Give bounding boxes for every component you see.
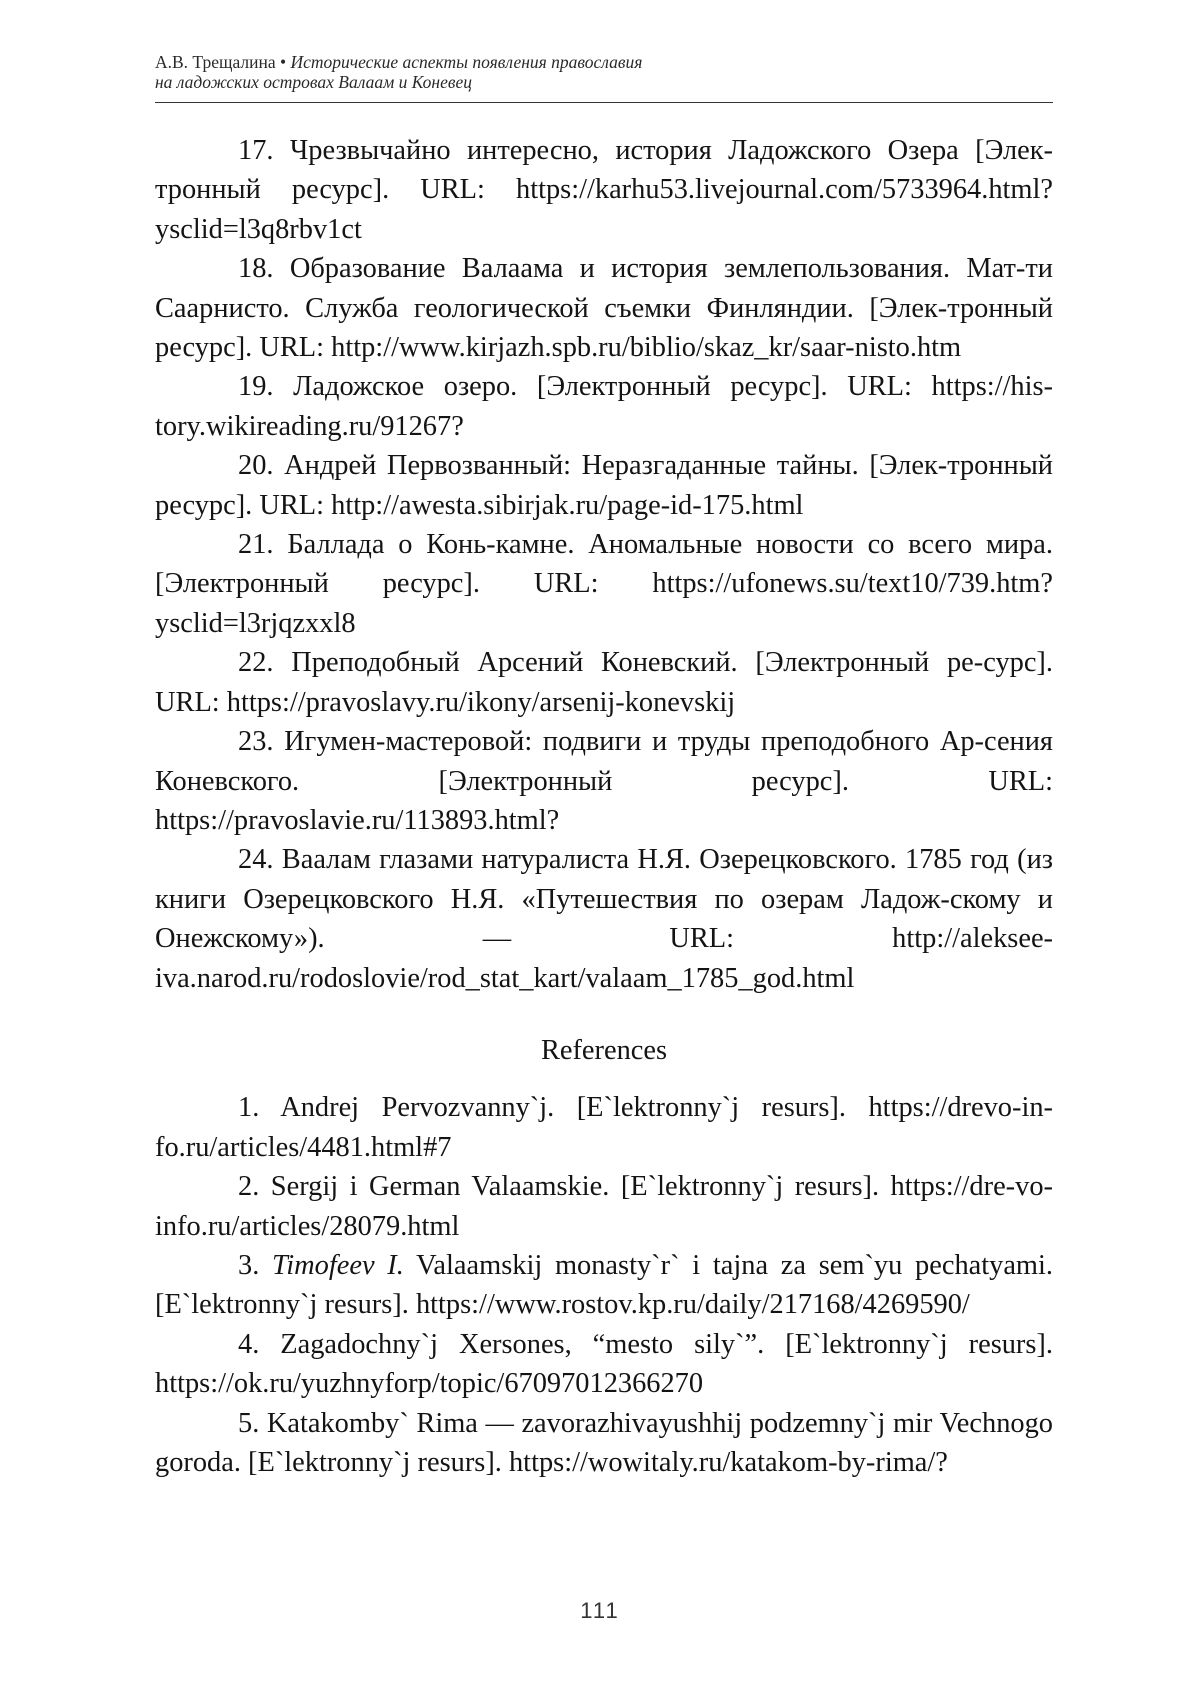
- header-separator: •: [280, 52, 286, 72]
- reference-text: Sergij i German Valaamskie. [E`lektronny`j resurs]. https://dre-vo-info.ru/articles/28079.html: [155, 1171, 1053, 1241]
- reference-text: Ладожское озеро. [Электронный ресурс]. URL: https://his-tory.wikireading.ru/91267?: [155, 371, 1053, 441]
- reference-text: Баллада о Конь-камне. Аномальные новости со всего мира. [Электронный ресурс]. URL: https://ufonews.su/text10/739.htm?ysclid=l3rjqzxxl8: [155, 529, 1053, 639]
- reference-text: Zagadochny`j Xersones, “mesto sily`”. [E`lektronny`j resurs]. https://ok.ru/yuzhnyforp/topic/67097012366270: [155, 1329, 1053, 1399]
- header-divider: [155, 102, 1053, 103]
- reference-number: 21.: [238, 529, 274, 560]
- reference-entry-23: [155, 722, 1053, 840]
- reference-number: 20.: [238, 450, 274, 481]
- reference-list: [155, 131, 1053, 1482]
- reference-entry-24: [155, 840, 1053, 998]
- reference-number: 5.: [238, 1408, 259, 1439]
- reference-number: 4.: [238, 1329, 259, 1360]
- reference-text: Образование Валаама и история землепользования. Мат-ти Саарнисто. Служба геологической съемки Финляндии. [Элек-тронный ресурс]. URL: http://www.kirjazh.spb.ru/biblio/skaz_kr/saar-nisto.htm: [155, 253, 1053, 363]
- header-author: А.В. Трещалина: [155, 52, 276, 72]
- reference-text: Katakomby` Rima — zavorazhivayushhij podzemny`j mir Vechnogo goroda. [E`lektronny`j resurs]. https://wowitaly.ru/katakom-by-rima/?: [155, 1408, 1053, 1478]
- reference-entry-en-5: [155, 1404, 1053, 1483]
- document-page: [0, 0, 1200, 1703]
- reference-number: 23.: [238, 726, 274, 757]
- references-heading: References: [155, 1031, 1053, 1070]
- reference-text: Преподобный Арсений Коневский. [Электронный ре-сурс]. URL: https://pravoslavy.ru/ikony/arsenij-konevskij: [155, 647, 1053, 717]
- reference-entry-en-3: [155, 1246, 1053, 1325]
- reference-number: 18.: [238, 253, 274, 284]
- reference-number: 3.: [238, 1250, 259, 1281]
- reference-number: 1.: [238, 1092, 259, 1123]
- reference-entry-21: [155, 525, 1053, 643]
- reference-entry-en-4: [155, 1325, 1053, 1404]
- reference-number: 2.: [238, 1171, 259, 1202]
- reference-text: Игумен-мастеровой: подвиги и труды преподобного Ар-сения Коневского. [Электронный ресурс]. URL: https://pravoslavie.ru/113893.html?: [155, 726, 1053, 836]
- header-title-line-1: Исторические аспекты появления православия: [291, 52, 643, 72]
- reference-text: Чрезвычайно интересно, история Ладожского Озера [Элек-тронный ресурс]. URL: https://karhu53.livejournal.com/5733964.html?ysclid=l3q8rbv1ct: [155, 135, 1053, 245]
- header-title-line-2: на ладожских островах Валаам и Коневец: [155, 72, 1055, 92]
- reference-entry-20: [155, 446, 1053, 525]
- running-header: [155, 52, 1055, 92]
- page-number: 111: [0, 1598, 1200, 1624]
- reference-entry-en-2: [155, 1167, 1053, 1246]
- reference-text: Ваалам глазами натуралиста Н.Я. Озерецковского. 1785 год (из книги Озерецковского Н.Я. «Путешествия по озерам Ладож-скому и Онежскому»). — URL: http://aleksee-iva.narod.ru/rodoslovie/rod_stat_kart/valaam_1785_god.html: [155, 844, 1053, 993]
- reference-entry-18: [155, 249, 1053, 367]
- reference-author: Timofeev I.: [272, 1250, 404, 1281]
- reference-number: 22.: [238, 647, 274, 678]
- running-header-line-1: [155, 52, 1055, 72]
- reference-number: 24.: [238, 844, 274, 875]
- reference-text: Valaamskij monasty`r` i tajna za sem`yu pechatyami. [E`lektronny`j resurs]. https://www.rostov.kp.ru/daily/217168/4269590/: [155, 1250, 1053, 1320]
- reference-text: Андрей Первозванный: Неразгаданные тайны. [Элек-тронный ресурс]. URL: http://awesta.sibirjak.ru/page-id-175.html: [155, 450, 1053, 520]
- reference-text: Andrej Pervozvanny`j. [E`lektronny`j resurs]. https://drevo-in-fo.ru/articles/4481.html#7: [155, 1092, 1053, 1162]
- reference-entry-17: [155, 131, 1053, 249]
- reference-entry-22: [155, 643, 1053, 722]
- reference-entry-19: [155, 367, 1053, 446]
- reference-entry-en-1: [155, 1088, 1053, 1167]
- reference-number: 19.: [238, 371, 274, 402]
- reference-number: 17.: [238, 135, 274, 166]
